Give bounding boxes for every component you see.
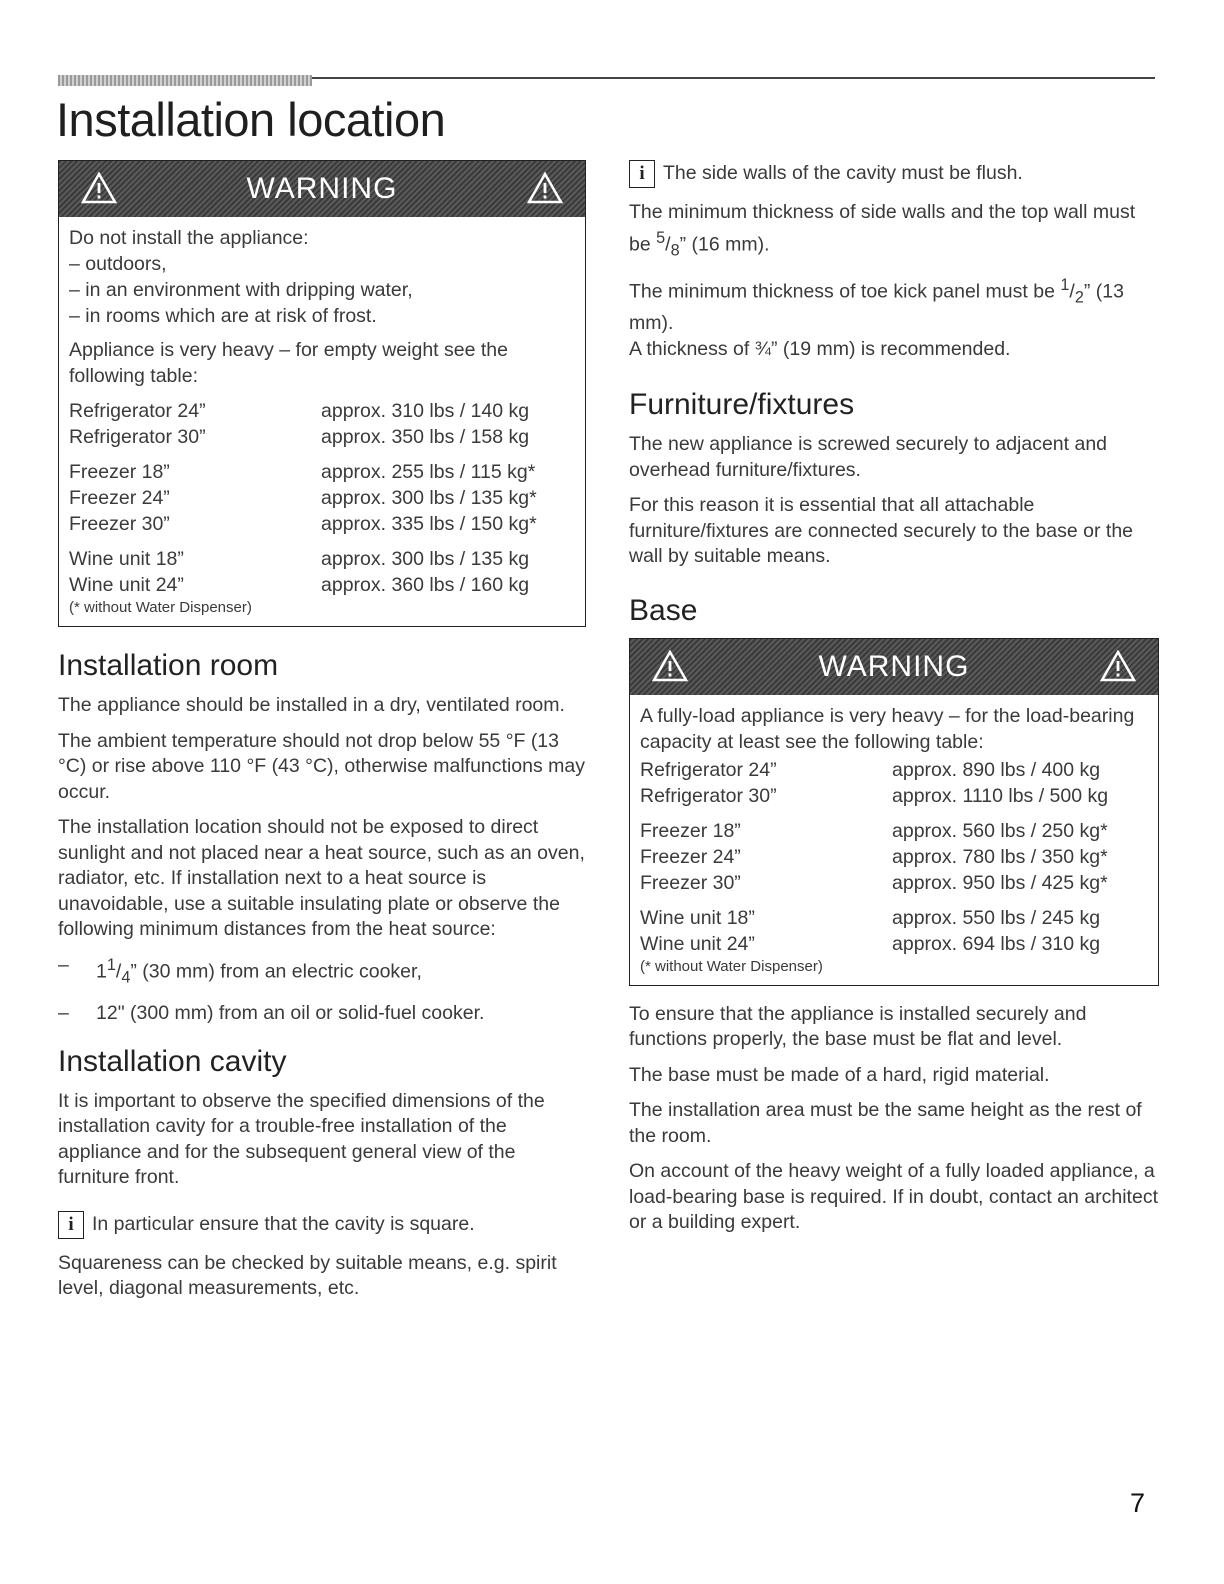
warning-header: [630, 639, 1158, 695]
list-item: – in rooms which are at risk of frost.: [69, 305, 377, 327]
weight-group-wine: [69, 546, 575, 598]
fraction-numerator: 1: [1060, 276, 1070, 295]
fraction-separator: /: [665, 233, 671, 255]
weight-row: [640, 870, 1148, 896]
fraction-separator: /: [1069, 280, 1075, 303]
weight-row: [640, 905, 1148, 931]
list-item-text: ” (30 mm) from an electric cooker,: [130, 960, 422, 982]
text-run: ” (13 mm).: [629, 280, 1124, 335]
weight-value: approx. 1110 lbs / 500 kg: [892, 784, 1109, 807]
text-run: ” (16 mm).: [679, 233, 770, 255]
warning-header: [59, 161, 585, 217]
weight-name: Freezer 24”: [69, 487, 170, 509]
warning-list: [69, 251, 575, 329]
warning-box-base: [629, 638, 1159, 986]
heading-furniture-fixtures: Furniture/fixtures: [629, 388, 855, 422]
warning-body: [59, 217, 585, 626]
heading-installation-room: Installation room: [58, 649, 279, 682]
paragraph: The base must be made of a hard, rigid material.: [629, 1063, 1050, 1086]
weight-row: [640, 931, 1148, 957]
weight-row: [640, 844, 1148, 870]
fraction-separator: /: [115, 960, 122, 982]
text-run: The minimum thickness of side walls and the top wall must be: [629, 201, 1136, 255]
list-text: [96, 953, 422, 991]
list-item-text: 12" (300 mm) from an oil or solid-fuel cooker.: [96, 1002, 485, 1025]
paragraph: The installation area must be the same height as the rest of the room.: [629, 1099, 1142, 1147]
weight-row: [69, 398, 575, 424]
heading-base: Base: [629, 593, 698, 627]
warning-box-location: [58, 160, 586, 627]
weight-name: Freezer 30”: [640, 871, 741, 894]
weight-value: approx. 350 lbs / 158 kg: [321, 426, 530, 448]
warning-title: WARNING: [246, 172, 398, 205]
weight-row: [69, 572, 575, 598]
weight-value: approx. 550 lbs / 245 kg: [892, 906, 1101, 929]
paragraph: On account of the heavy weight of a fully loaded appliance, a load-bearing base is required. If in doubt, contact an architect or a building expert.: [629, 1160, 1158, 1234]
weight-name: Freezer 24”: [640, 845, 741, 868]
weight-name: Refrigerator 24”: [640, 758, 777, 781]
warning-triangle-icon: [1100, 650, 1136, 682]
warning-triangle-icon: [652, 650, 688, 682]
weight-row: [69, 459, 575, 485]
weight-name: Wine unit 18”: [640, 906, 755, 929]
page-number: 7: [1130, 1488, 1146, 1518]
list-item: [58, 1001, 586, 1027]
weight-value: approx. 360 lbs / 160 kg: [321, 574, 530, 596]
left-column: [58, 160, 586, 1312]
heading-installation-cavity: Installation cavity: [58, 1044, 287, 1078]
weight-name: Freezer 18”: [69, 461, 170, 483]
warning-intro: A fully-load appliance is very heavy – for the load-bearing capacity at least see the following table:: [640, 704, 1135, 753]
weight-group-refrigerator: [640, 757, 1148, 809]
list-dash: –: [58, 1002, 69, 1025]
weight-name: Wine unit 18”: [69, 548, 184, 570]
text-run: The minimum thickness of toe kick panel must be: [629, 280, 1061, 303]
paragraph: A thickness of ¾” (19 mm) is recommended.: [629, 337, 1011, 360]
paragraph: The new appliance is screwed securely to adjacent and overhead furniture/fixtures.: [629, 433, 1108, 481]
paragraph: To ensure that the appliance is installed securely and functions properly, the base must be flat and level.: [629, 1002, 1087, 1051]
weight-name: Wine unit 24”: [69, 574, 184, 596]
weight-value: approx. 335 lbs / 150 kg*: [321, 513, 537, 535]
weight-row: [640, 757, 1148, 783]
header-shaded-bar: [58, 75, 312, 86]
list-dash: –: [58, 953, 69, 976]
right-column: [629, 160, 1159, 1246]
weight-name: Refrigerator 30”: [69, 426, 206, 448]
weight-row: [640, 818, 1148, 844]
weight-value: approx. 255 lbs / 115 kg*: [321, 461, 536, 483]
weight-group-freezer: [69, 459, 575, 537]
paragraph: The installation location should not be exposed to direct sunlight and not placed near a heat source, such as an oven, radiator, etc. If installation next to a heat source is unavoidable, use a suitable insulating plate or observe the following minimum distances from the heat source:: [58, 816, 585, 940]
weight-name: Refrigerator 24”: [69, 400, 206, 422]
weight-value: approx. 780 lbs / 350 kg*: [892, 845, 1108, 868]
weight-row: [69, 546, 575, 572]
weight-value: approx. 560 lbs / 250 kg*: [892, 819, 1108, 842]
paragraph: It is important to observe the specified dimensions of the installation cavity for a trouble-free installation of the appliance and for the subsequent general view of the furniture front.: [58, 1089, 545, 1189]
weight-group-wine: [640, 905, 1148, 957]
warning-triangle-icon: [81, 172, 117, 204]
paragraph: [629, 273, 1159, 336]
list-item: – in an environment with dripping water,: [69, 279, 413, 301]
weight-name: Freezer 18”: [640, 819, 741, 842]
fraction-denominator: 8: [670, 240, 680, 259]
weight-row: [69, 424, 575, 450]
paragraph: The ambient temperature should not drop below 55 °F (13 °C) or rise above 110 °F (43 °C), otherwise malfunctions may occur.: [58, 729, 585, 803]
header-rule: [312, 77, 1155, 79]
info-note: [58, 1211, 586, 1239]
warning-title: WARNING: [818, 649, 970, 683]
list-item: – outdoors,: [69, 253, 167, 275]
fraction-denominator: 4: [121, 967, 131, 986]
page-title: Installation location: [56, 93, 446, 146]
fraction-whole: 1: [96, 960, 107, 982]
paragraph: [629, 200, 1159, 263]
paragraph: Squareness can be checked by suitable means, e.g. spirit level, diagonal measurements, etc.: [58, 1251, 557, 1300]
weight-value: approx. 300 lbs / 135 kg: [321, 548, 530, 570]
paragraph: For this reason it is essential that all attachable furniture/fixtures are connected securely to the base or the wall by suitable means.: [629, 494, 1134, 568]
info-icon: i: [58, 1211, 84, 1239]
weight-row: [69, 485, 575, 511]
info-text: In particular ensure that the cavity is square.: [92, 1213, 475, 1236]
weight-intro: Appliance is very heavy – for empty weight see the following table:: [69, 339, 508, 387]
weight-name: Wine unit 24”: [640, 932, 755, 955]
list-item: [58, 953, 586, 991]
weight-row: [69, 511, 575, 537]
weight-row: [640, 783, 1148, 809]
footnote: (* without Water Dispenser): [640, 957, 823, 975]
paragraph: The appliance should be installed in a dry, ventilated room.: [58, 694, 565, 716]
weight-name: Freezer 30”: [69, 513, 170, 535]
fraction-denominator: 2: [1074, 288, 1084, 307]
weight-value: approx. 694 lbs / 310 kg: [892, 932, 1101, 955]
distance-list: [58, 953, 586, 1027]
warning-triangle-icon: [527, 172, 563, 204]
weight-value: approx. 300 lbs / 135 kg*: [321, 487, 537, 509]
weight-name: Refrigerator 30”: [640, 784, 777, 807]
fraction-numerator: 5: [656, 228, 666, 247]
weight-value: approx. 950 lbs / 425 kg*: [892, 871, 1108, 894]
info-text: The side walls of the cavity must be flush.: [663, 162, 1023, 185]
footnote: (* without Water Dispenser): [69, 599, 252, 616]
info-icon: i: [629, 160, 655, 188]
warning-body: [630, 695, 1158, 985]
weight-value: approx. 890 lbs / 400 kg: [892, 758, 1101, 781]
weight-value: approx. 310 lbs / 140 kg: [321, 400, 530, 422]
weight-group-refrigerator: [69, 398, 575, 450]
info-note: [629, 160, 1159, 188]
warning-intro: Do not install the appliance:: [69, 227, 309, 249]
weight-group-freezer: [640, 818, 1148, 896]
fraction-numerator: 1: [106, 955, 116, 974]
